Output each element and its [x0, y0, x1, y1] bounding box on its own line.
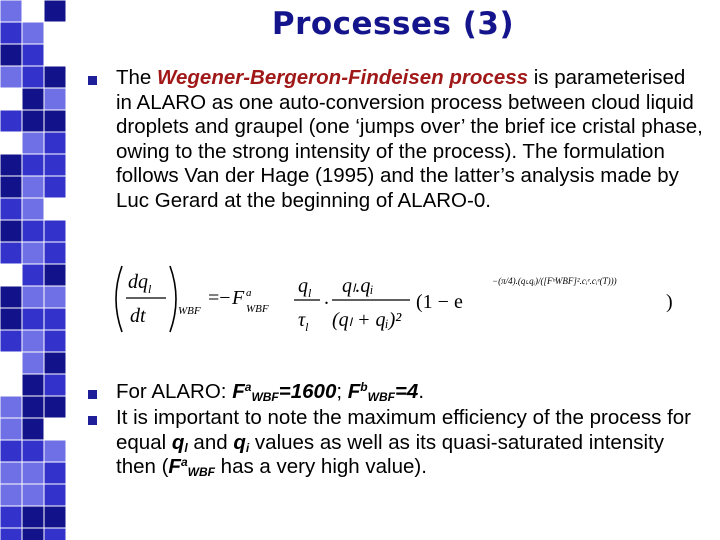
mosaic-tile — [22, 462, 44, 484]
decorative-mosaic-stripe — [0, 0, 66, 540]
fraction2-denominator: (qₗ + qᵢ)² — [332, 309, 402, 331]
mosaic-tile — [0, 44, 22, 66]
mosaic-tile — [0, 484, 22, 506]
mosaic-tile — [44, 308, 66, 330]
bullet-3-text — [116, 406, 706, 480]
mosaic-tile — [22, 374, 44, 396]
mosaic-tile — [0, 154, 22, 176]
bullet-2-separator: ; — [336, 380, 348, 403]
equals-minus: =− — [208, 287, 231, 309]
mosaic-tile — [22, 308, 44, 330]
bullet-1-body: is parameterised in ALARO as one auto-conversion process between cloud liquid droplets and graupel (one ‘jumps over’ the brief ice cristal phase, owing to the strong intensity of the process). The formulation follows Van der Hage (1995) and the latter’s analysis made by Luc Gerard at the beginning of ALARO-0. — [116, 66, 703, 212]
bullet-3-part-2: and — [187, 430, 234, 454]
mosaic-tile — [22, 176, 44, 198]
mosaic-tile — [44, 374, 66, 396]
mosaic-tile — [0, 88, 22, 110]
fa-symbol: $F^a_{WBF}=1600$ — [232, 380, 337, 404]
slide-title: Processes (3) — [271, 6, 515, 42]
mosaic-tile — [22, 440, 44, 462]
mosaic-tile — [22, 330, 44, 352]
mosaic-tile — [0, 22, 22, 44]
qi-symbol: $q_i$ — [233, 430, 250, 455]
mosaic-tile — [44, 264, 66, 286]
mosaic-tile — [0, 506, 22, 528]
mosaic-tile — [44, 462, 66, 484]
mosaic-tile — [44, 330, 66, 352]
close-paren: ) — [666, 291, 673, 313]
mosaic-tile — [22, 22, 44, 44]
exponent-text: −(π/4).(qₗ.qᵢ)/([FᵇWBF]².cᵢᵉ.cᵢᵉ(T))) — [492, 276, 617, 286]
mosaic-tile — [44, 396, 66, 418]
mosaic-tile — [0, 66, 22, 88]
exp-term-open: (1 − e — [416, 291, 463, 313]
lhs-numerator: $dq_l$ — [128, 271, 152, 296]
bullet-square-icon — [88, 416, 97, 425]
mosaic-tile — [44, 176, 66, 198]
mosaic-tile — [0, 352, 22, 374]
lhs-denominator: dt — [130, 305, 146, 327]
mosaic-tile — [44, 440, 66, 462]
mosaic-tile — [22, 110, 44, 132]
wbf-formula — [110, 258, 690, 340]
bullet-3-part-3: values as well as its quasi-saturated intensity then ( — [116, 430, 664, 479]
mosaic-tile — [44, 0, 66, 22]
mosaic-tile — [44, 484, 66, 506]
bullet-2-text — [116, 380, 706, 405]
mosaic-tile — [0, 0, 22, 22]
mosaic-tile — [0, 264, 22, 286]
coef-subscript: WBF — [246, 303, 269, 315]
mosaic-tile — [22, 506, 44, 528]
bullet-1-term: Wegener-Bergeron-Findeisen process — [157, 66, 529, 89]
mosaic-tile — [22, 154, 44, 176]
mosaic-tile — [0, 110, 22, 132]
bullet-3-part-4: has a very high value). — [214, 455, 427, 479]
dot-operator: . — [324, 287, 329, 309]
mosaic-tile — [44, 198, 66, 220]
fb-symbol: $F^b_{WBF}=4$ — [347, 380, 419, 404]
mosaic-tile — [0, 462, 22, 484]
mosaic-tile — [22, 44, 44, 66]
fa-wbf-symbol: $F^a_{WBF}$ — [168, 455, 215, 480]
mosaic-tile — [22, 352, 44, 374]
mosaic-tile — [22, 286, 44, 308]
mosaic-tile — [44, 154, 66, 176]
mosaic-tile — [0, 198, 22, 220]
fb-value: =4 — [394, 380, 419, 403]
bullet-1-lead: The — [116, 66, 152, 89]
mosaic-tile — [22, 396, 44, 418]
mosaic-tile — [22, 132, 44, 154]
mosaic-tile — [0, 220, 22, 242]
bullet-square-icon — [88, 390, 97, 399]
ql-symbol: $q_l$ — [171, 430, 188, 455]
fraction2-numerator: qₗ.qᵢ — [342, 275, 374, 297]
mosaic-tile — [22, 418, 44, 440]
bullet-3-part-1: It is important to note the maximum efficiency of the process for equal — [116, 406, 692, 454]
mosaic-tile — [0, 330, 22, 352]
mosaic-tile — [0, 374, 22, 396]
mosaic-tile — [0, 418, 22, 440]
bullet-square-icon — [88, 76, 97, 85]
mosaic-tile — [44, 44, 66, 66]
mosaic-tile — [22, 484, 44, 506]
coef-superscript: a — [246, 287, 252, 299]
mosaic-tile — [44, 352, 66, 374]
mosaic-tile — [44, 242, 66, 264]
mosaic-tile — [0, 528, 22, 540]
bullet-1-text — [116, 66, 706, 214]
fraction1-denominator: $\tau_l$ — [298, 309, 309, 334]
fraction1-numerator: $q_l$ — [298, 275, 312, 300]
lhs-subscript: WBF — [178, 305, 201, 317]
mosaic-tile — [22, 88, 44, 110]
mosaic-tile — [22, 264, 44, 286]
mosaic-tile — [44, 506, 66, 528]
mosaic-tile — [22, 66, 44, 88]
mosaic-tile — [22, 528, 44, 540]
mosaic-tile — [0, 308, 22, 330]
mosaic-tile — [0, 440, 22, 462]
mosaic-tile — [44, 88, 66, 110]
mosaic-tile — [22, 242, 44, 264]
bullet-2-end: . — [418, 380, 425, 403]
mosaic-tile — [0, 132, 22, 154]
mosaic-tile — [44, 528, 66, 540]
mosaic-tile — [22, 0, 44, 22]
mosaic-tile — [0, 242, 22, 264]
bullet-2-lead: For ALARO: — [116, 380, 233, 403]
mosaic-tile — [22, 198, 44, 220]
mosaic-tile — [44, 22, 66, 44]
mosaic-tile — [0, 396, 22, 418]
mosaic-tile — [44, 286, 66, 308]
mosaic-tile — [44, 418, 66, 440]
mosaic-tile — [44, 132, 66, 154]
mosaic-tile — [22, 220, 44, 242]
mosaic-tile — [0, 286, 22, 308]
mosaic-tile — [44, 110, 66, 132]
coefficient-f: F — [232, 287, 245, 309]
fa-value: =1600 — [278, 380, 337, 403]
mosaic-tile — [0, 176, 22, 198]
mosaic-tile — [44, 66, 66, 88]
mosaic-tile — [44, 220, 66, 242]
